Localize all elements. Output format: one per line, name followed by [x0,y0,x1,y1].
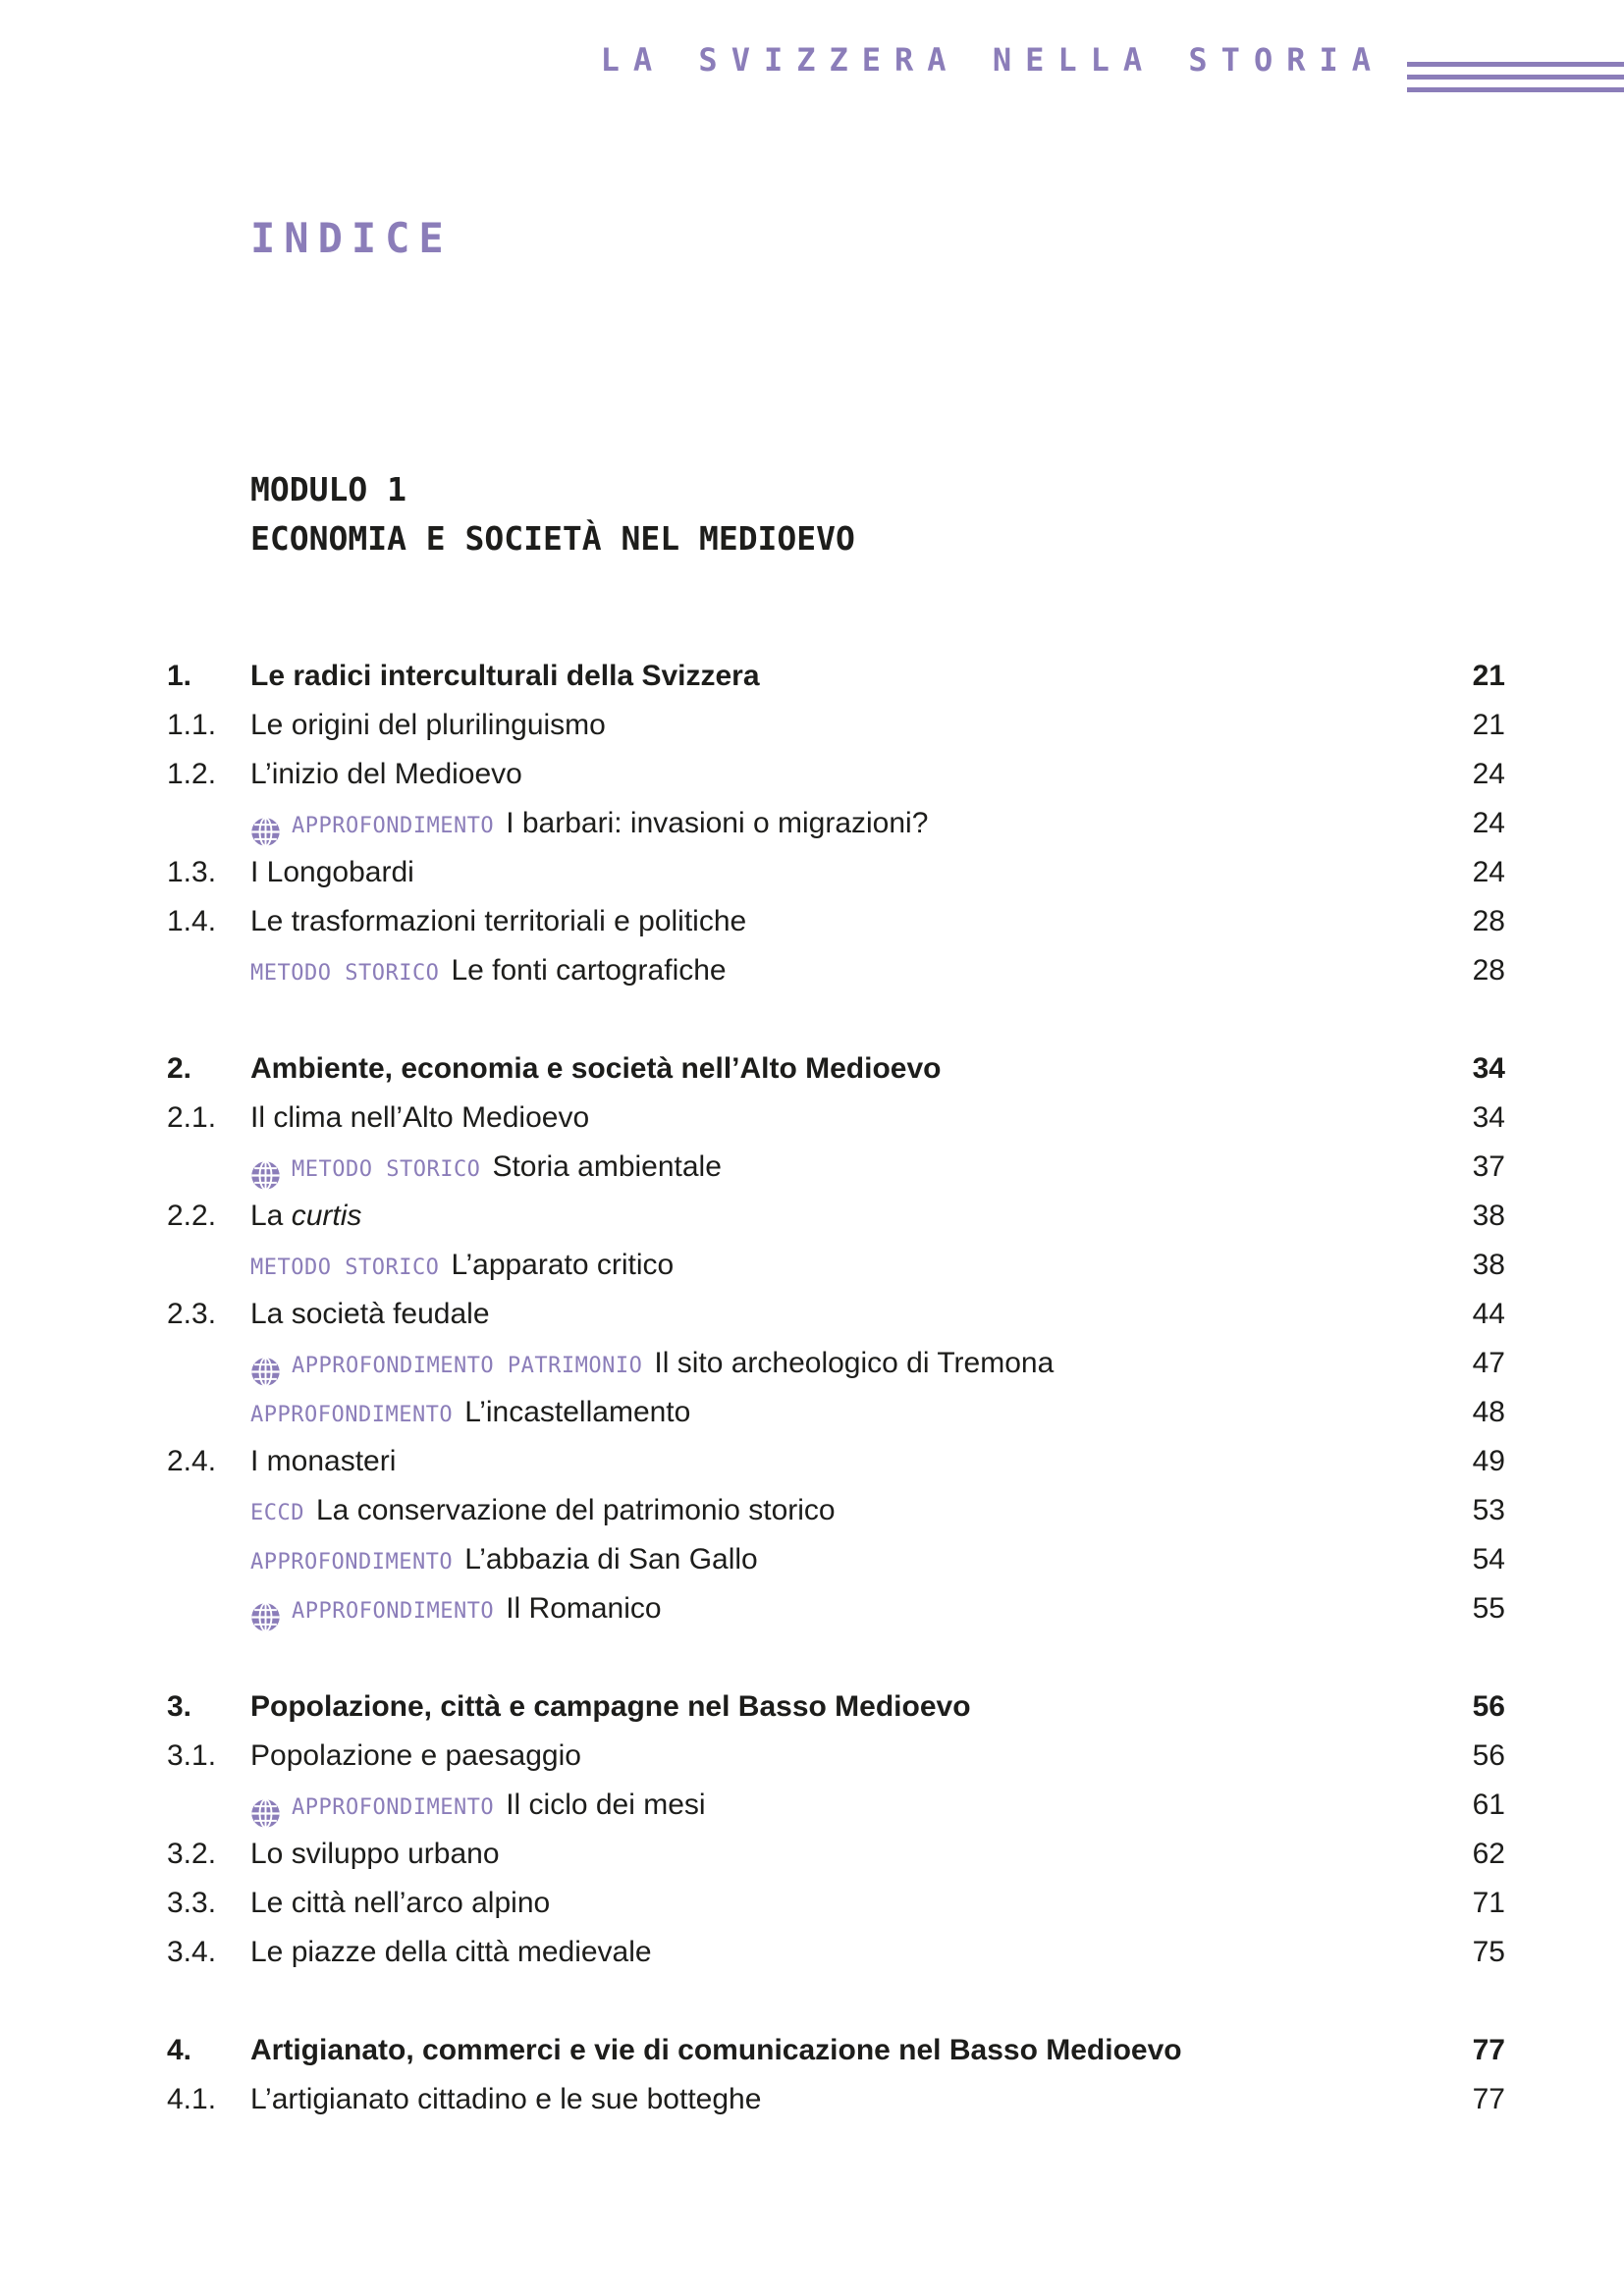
entry-title: La società feudale [250,1298,490,1330]
page-number: 56 [1472,1690,1505,1723]
page-number: 77 [1472,2034,1505,2066]
entry-number: 4.1. [167,2083,217,2115]
entry-title: Le città nell’arco alpino [250,1887,551,1919]
entry-title: I monasteri [250,1445,397,1477]
entry-number: 1.4. [167,905,217,937]
entry-title: Le radici interculturali della Svizzera [250,660,760,692]
page-number: 21 [1472,709,1505,741]
entry-title: L’inizio del Medioevo [250,758,522,790]
entry-title: Popolazione e paesaggio [250,1739,581,1772]
page-number: 75 [1472,1936,1505,1968]
entry-number: 3. [167,1690,192,1723]
page-number: 47 [1472,1347,1505,1379]
page-number: 56 [1472,1739,1505,1772]
toc-row [167,1592,1505,1641]
entry-number: 3.4. [167,1936,217,1968]
toc-row [167,1789,1505,1838]
toc-row [167,1690,1505,1739]
page-number: 38 [1472,1200,1505,1232]
toc-row [167,1347,1505,1396]
entry-title: Le trasformazioni territoriali e politiche [250,905,747,937]
entry-title: Il Romanico [506,1592,662,1625]
entry-number: 2.1. [167,1101,217,1134]
toc-row [167,2083,1505,2132]
header-rules-decoration [1407,62,1624,100]
toc-row [167,1150,1505,1200]
page-number: 28 [1472,905,1505,937]
entry-number: 2.2. [167,1200,217,1232]
page-number: 28 [1472,954,1505,987]
toc-section [167,2034,1505,2132]
rubric-label: METODO STORICO [292,1157,481,1182]
page-number: 37 [1472,1150,1505,1183]
toc-row [167,856,1505,905]
toc-row [167,1739,1505,1789]
rubric-label: APPROFONDIMENTO [292,1599,495,1624]
toc-row [167,954,1505,1003]
running-head: LA SVIZZERA NELLA STORIA [600,41,1384,79]
entry-number: 2.4. [167,1445,217,1477]
page-number: 24 [1472,856,1505,888]
entry-number: 1. [167,660,192,692]
page-number: 21 [1472,660,1505,692]
toc-row [167,1396,1505,1445]
rubric-label: APPROFONDIMENTO [292,1795,495,1820]
toc-row [167,1249,1505,1298]
rubric-label: APPROFONDIMENTO PATRIMONIO [292,1354,643,1378]
globe-icon [250,1602,281,1632]
entry-title: Le origini del plurilinguismo [250,709,606,741]
toc-row [167,709,1505,758]
entry-title: L’abbazia di San Gallo [464,1543,758,1575]
toc-row [167,905,1505,954]
page-number: 53 [1472,1494,1505,1526]
toc-row [167,1543,1505,1592]
rule-line [1407,87,1624,92]
entry-title: Storia ambientale [492,1150,722,1183]
toc-row [167,1298,1505,1347]
rubric-label: APPROFONDIMENTO [250,1403,454,1427]
entry-title: Ambiente, economia e società nell’Alto Medioevo [250,1052,942,1085]
toc-row [167,1494,1505,1543]
entry-title: Il ciclo dei mesi [506,1789,706,1821]
entry-title: Le piazze della città medievale [250,1936,652,1968]
toc-row [167,660,1505,709]
toc-row [167,1838,1505,1887]
entry-number: 2.3. [167,1298,217,1330]
entry-title: L’artigianato cittadino e le sue botteghe [250,2083,762,2115]
globe-icon [250,1160,281,1191]
toc-row [167,1887,1505,1936]
toc-row [167,1936,1505,1985]
toc-section [167,1052,1505,1641]
entry-title: L’incastellamento [464,1396,691,1428]
module-heading [250,465,855,563]
toc-row [167,758,1505,807]
toc-row [167,807,1505,856]
entry-title: La conservazione del patrimonio storico [315,1494,836,1526]
page-number: 55 [1472,1592,1505,1625]
rubric-label: METODO STORICO [250,1255,440,1280]
page-number: 49 [1472,1445,1505,1477]
page-number: 54 [1472,1543,1505,1575]
entry-title: I Longobardi [250,856,414,888]
entry-number: 4. [167,2034,192,2066]
entry-number: 3.2. [167,1838,217,1870]
entry-number: 3.3. [167,1887,217,1919]
globe-icon [250,1798,281,1829]
page-number: 77 [1472,2083,1505,2115]
page-number: 34 [1472,1052,1505,1085]
entry-number: 1.3. [167,856,217,888]
rubric-label: APPROFONDIMENTO [250,1550,454,1575]
entry-title: Il sito archeologico di Tremona [654,1347,1055,1379]
toc-row [167,1200,1505,1249]
page-number: 24 [1472,758,1505,790]
globe-icon [250,1357,281,1387]
rubric-label: APPROFONDIMENTO [292,814,495,838]
rule-line [1407,75,1624,80]
entry-number: 3.1. [167,1739,217,1772]
entry-title: La curtis [250,1200,362,1232]
globe-icon [250,817,281,847]
page-number: 48 [1472,1396,1505,1428]
entry-title: Lo sviluppo urbano [250,1838,500,1870]
toc-row [167,2034,1505,2083]
toc-row [167,1052,1505,1101]
rubric-label: ECCD [250,1501,304,1525]
module-title: ECONOMIA E SOCIETÀ NEL MEDIOEVO [250,519,855,558]
rubric-label: METODO STORICO [250,961,440,986]
entry-number: 2. [167,1052,192,1085]
page-number: 38 [1472,1249,1505,1281]
entry-title: Le fonti cartografiche [451,954,727,987]
entry-title: Popolazione, città e campagne nel Basso Medioevo [250,1690,971,1723]
toc-section [167,1690,1505,1985]
page-number: 71 [1472,1887,1505,1919]
entry-title: Il clima nell’Alto Medioevo [250,1101,590,1134]
rule-line [1407,62,1624,67]
page-number: 44 [1472,1298,1505,1330]
module-number: MODULO 1 [250,470,406,508]
entry-number: 1.2. [167,758,217,790]
entry-title: Artigianato, commerci e vie di comunicazione nel Basso Medioevo [250,2034,1182,2066]
page-title: INDICE [250,214,453,262]
page-number: 61 [1472,1789,1505,1821]
entry-number: 1.1. [167,709,217,741]
entry-title: L’apparato critico [451,1249,675,1281]
page-number: 24 [1472,807,1505,839]
page-number: 34 [1472,1101,1505,1134]
toc-row [167,1101,1505,1150]
page-number: 62 [1472,1838,1505,1870]
toc-section [167,660,1505,1003]
table-of-contents [167,660,1505,2181]
entry-title: I barbari: invasioni o migrazioni? [506,807,929,839]
toc-row [167,1445,1505,1494]
